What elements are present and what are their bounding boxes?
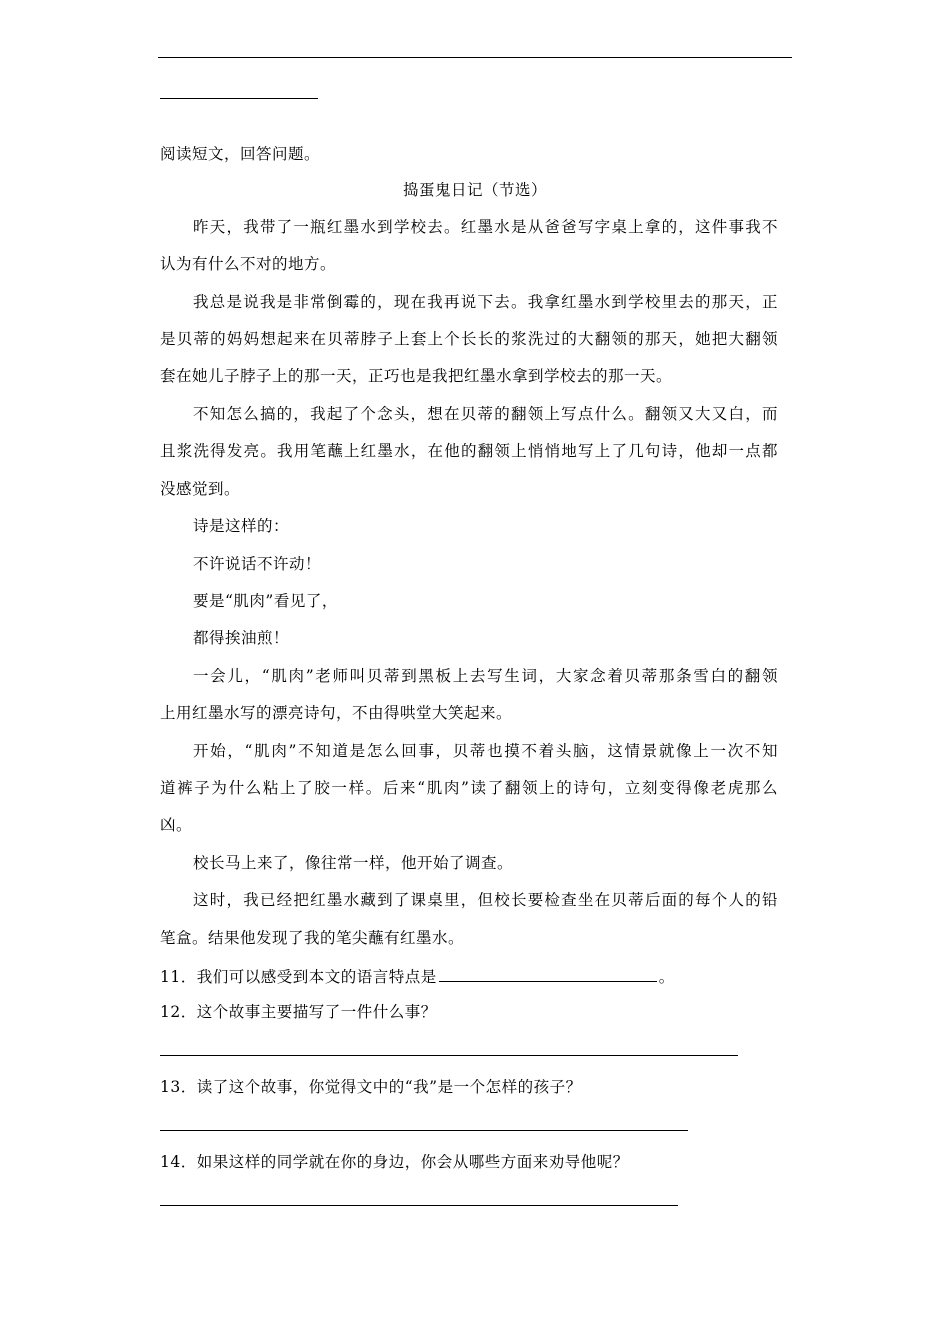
passage-line: 昨天，我带了一瓶红墨水到学校去。红墨水是从爸爸写字桌上拿的，这件事我不 bbox=[193, 218, 778, 236]
instruction: 阅读短文，回答问题。 bbox=[160, 145, 321, 163]
question-11-end: 。 bbox=[658, 968, 675, 986]
header-rule bbox=[158, 57, 792, 58]
passage-line: 套在她儿子脖子上的那一天，正巧也是我把红墨水拿到学校去的那一天。 bbox=[160, 367, 673, 385]
passage-line: 我总是说我是非常倒霉的，现在我再说下去。我拿红墨水到学校里去的那天，正 bbox=[193, 293, 778, 311]
passage-line: 凶。 bbox=[160, 816, 193, 834]
passage-line: 一会儿，“肌肉”老师叫贝蒂到黑板上去写生词，大家念着贝蒂那条雪白的翻领 bbox=[193, 667, 778, 685]
passage-line: 认为有什么不对的地方。 bbox=[160, 255, 337, 273]
question-13: 13．读了这个故事，你觉得文中的“我”是一个怎样的孩子？ bbox=[160, 1078, 582, 1096]
passage-line: 没感觉到。 bbox=[160, 480, 241, 498]
poem-line: 都得挨油煎！ bbox=[193, 629, 290, 647]
passage-line: 且浆洗得发亮。我用笔蘸上红墨水，在他的翻领上悄悄地写上了几句诗，他却一点都 bbox=[160, 442, 778, 460]
question-14: 14．如果这样的同学就在你的身边，你会从哪些方面来劝导他呢？ bbox=[160, 1153, 629, 1171]
passage-line: 不知怎么搞的，我起了个念头，想在贝蒂的翻领上写点什么。翻领又大又白，而 bbox=[193, 405, 778, 423]
passage-line: 校长马上来了，像往常一样，他开始了调查。 bbox=[193, 854, 514, 872]
question-12: 12．这个故事主要描写了一件什么事？ bbox=[160, 1003, 437, 1021]
passage-line: 这时，我已经把红墨水藏到了课桌里，但校长要检查坐在贝蒂后面的每个人的铅 bbox=[193, 891, 778, 909]
passage-line: 是贝蒂的妈妈想起来在贝蒂脖子上套上个长长的浆洗过的大翻领的那天，她把大翻领 bbox=[160, 330, 778, 348]
question-14-answer-line[interactable] bbox=[160, 1205, 678, 1206]
passage-line: 诗是这样的： bbox=[193, 517, 290, 535]
question-11-blank[interactable] bbox=[439, 965, 657, 982]
passage-line: 开始，“肌肉”不知道是怎么回事，贝蒂也摸不着头脑，这情景就像上一次不知 bbox=[193, 742, 778, 760]
question-13-answer-line[interactable] bbox=[160, 1130, 688, 1131]
passage-line: 笔盒。结果他发现了我的笔尖蘸有红墨水。 bbox=[160, 929, 465, 947]
previous-answer-line bbox=[160, 98, 318, 99]
question-11 bbox=[160, 965, 675, 987]
question-11-text: 11．我们可以感受到本文的语言特点是 bbox=[160, 968, 437, 986]
passage-title: 捣蛋鬼日记（节选） bbox=[402, 181, 547, 199]
passage-line: 上用红墨水写的漂亮诗句，不由得哄堂大笑起来。 bbox=[160, 704, 513, 722]
question-12-answer-line[interactable] bbox=[160, 1055, 738, 1056]
poem-line: 不许说话不许动！ bbox=[193, 555, 322, 573]
poem-line: 要是“肌肉”看见了， bbox=[193, 592, 338, 610]
passage-line: 道裤子为什么粘上了胶一样。后来“肌肉”读了翻领上的诗句，立刻变得像老虎那么 bbox=[160, 779, 778, 797]
